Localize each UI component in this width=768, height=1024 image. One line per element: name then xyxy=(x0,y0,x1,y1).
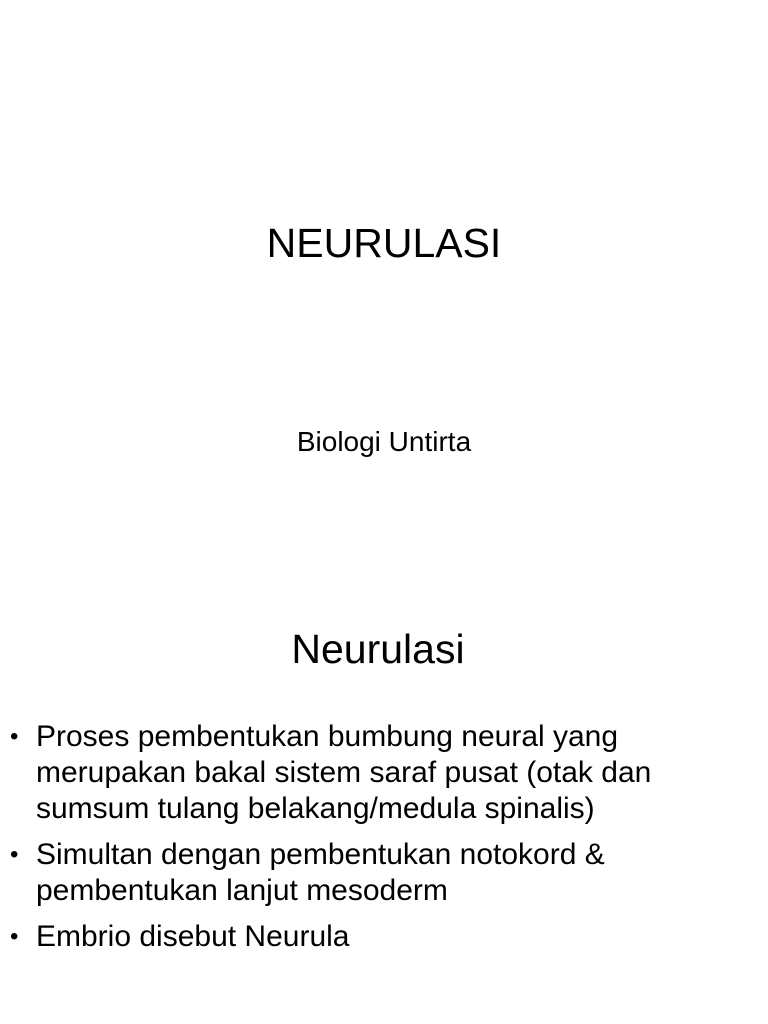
bullet-icon: • xyxy=(10,723,19,750)
bullet-item xyxy=(10,919,750,955)
slide-title: NEURULASI xyxy=(266,220,502,266)
slide-subtitle: Biologi Untirta xyxy=(296,426,472,457)
bullet-item xyxy=(10,719,750,827)
bullet-list xyxy=(10,719,750,965)
bullet-text: Embrio disebut Neurula xyxy=(36,920,350,953)
bullet-item xyxy=(10,837,750,909)
bullet-icon: • xyxy=(10,841,19,868)
bullet-text: Proses pembentukan bumbung neural yang merupakan bakal sistem saraf pusat (otak dan sumsum tulang belakang/medula spinalis) xyxy=(36,720,652,825)
section-heading: Neurulasi xyxy=(291,626,465,672)
bullet-icon: • xyxy=(10,923,19,950)
bullet-text: Simultan dengan pembentukan notokord & pembentukan lanjut mesoderm xyxy=(36,838,605,907)
